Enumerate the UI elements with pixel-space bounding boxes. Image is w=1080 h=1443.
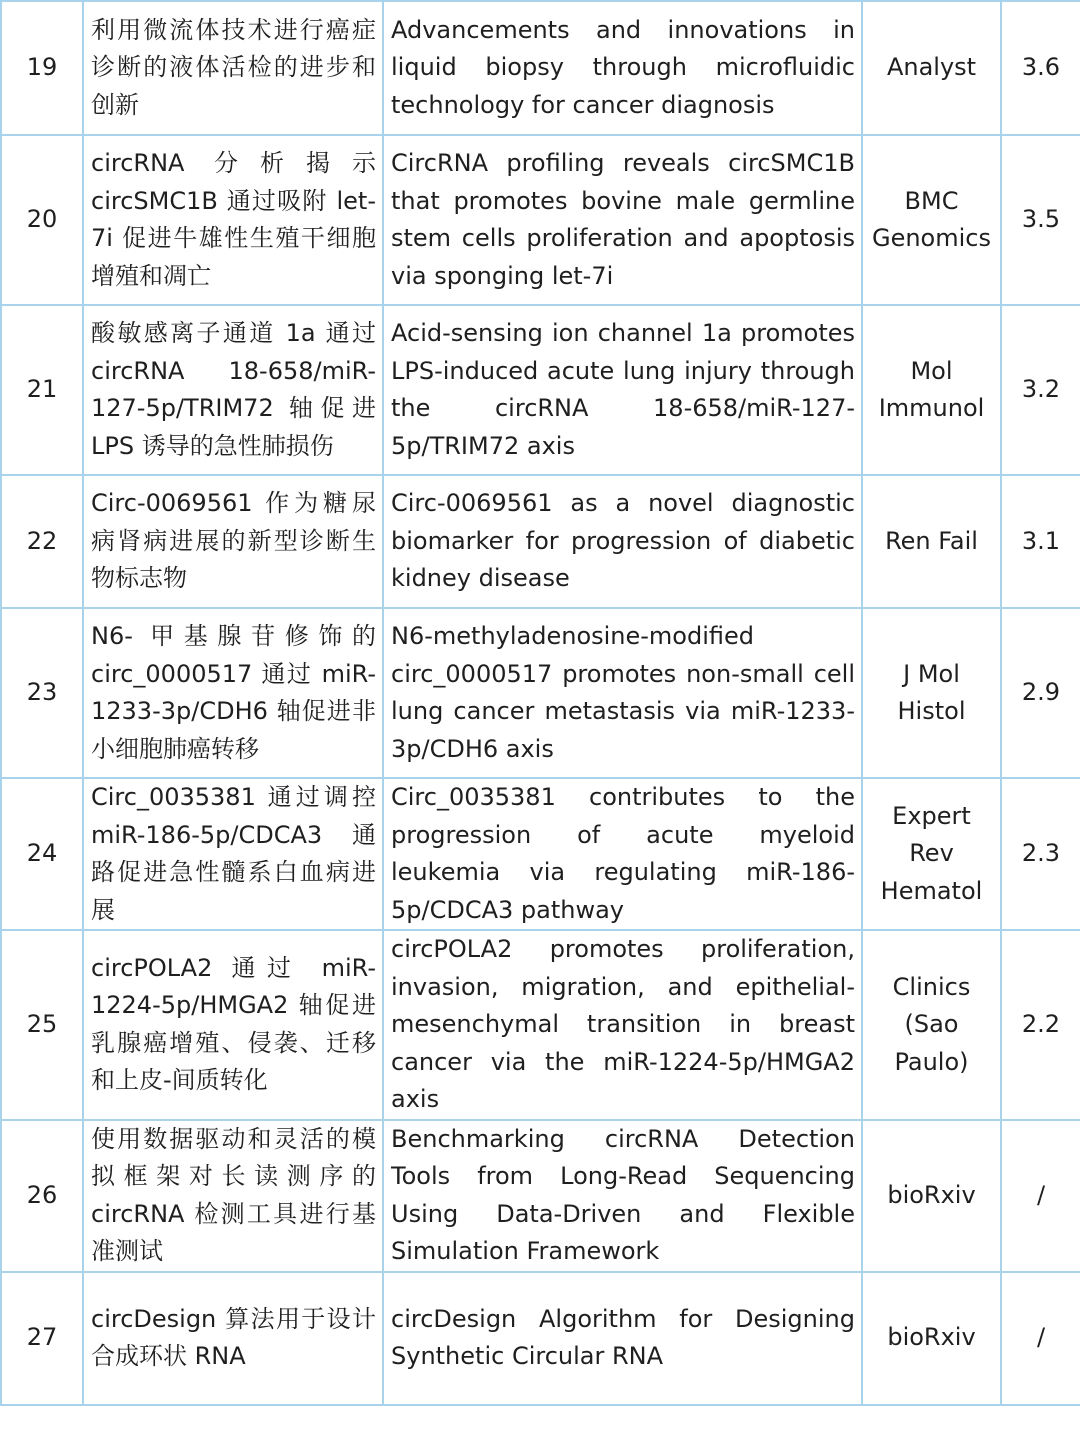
- impact-factor: 2.2: [1001, 930, 1080, 1120]
- row-number: 26: [1, 1120, 83, 1272]
- journal: Expert Rev Hematol: [862, 778, 1001, 930]
- title-zh: 利用微流体技术进行癌症诊断的液体活检的进步和创新: [83, 1, 383, 135]
- impact-factor: /: [1001, 1272, 1080, 1405]
- title-zh: circPOLA2 通过 miR-1224-5p/HMGA2 轴促进乳腺癌增殖、侵袭、迁移和上皮-间质转化: [83, 930, 383, 1120]
- table-row: [1, 1, 1080, 135]
- impact-factor: 2.9: [1001, 608, 1080, 778]
- title-zh: 使用数据驱动和灵活的模拟框架对长读测序的 circRNA 检测工具进行基准测试: [83, 1120, 383, 1272]
- impact-factor: 3.6: [1001, 1, 1080, 135]
- journal: bioRxiv: [862, 1272, 1001, 1405]
- impact-factor: /: [1001, 1120, 1080, 1272]
- title-zh: Circ-0069561 作为糖尿病肾病进展的新型诊断生物标志物: [83, 475, 383, 608]
- row-number: 23: [1, 608, 83, 778]
- title-en: N6-methyladenosine-modified circ_0000517 promotes non-small cell lung cancer metastasis via miR-1233-3p/CDH6 axis: [383, 608, 862, 778]
- title-en: Acid-sensing ion channel 1a promotes LPS-induced acute lung injury through the circRNA 18-658/miR-127-5p/TRIM72 axis: [383, 305, 862, 475]
- title-zh: Circ_0035381 通过调控 miR-186-5p/CDCA3 通路促进急性髓系白血病进展: [83, 778, 383, 930]
- impact-factor: 2.3: [1001, 778, 1080, 930]
- table-row: [1, 1272, 1080, 1405]
- title-zh: circRNA 分析揭示 circSMC1B 通过吸附 let-7i 促进牛雄性生殖干细胞增殖和凋亡: [83, 135, 383, 305]
- row-number: 22: [1, 475, 83, 608]
- journal: Analyst: [862, 1, 1001, 135]
- table-row: [1, 778, 1080, 930]
- title-zh: circDesign 算法用于设计合成环状 RNA: [83, 1272, 383, 1405]
- row-number: 27: [1, 1272, 83, 1405]
- impact-factor: 3.5: [1001, 135, 1080, 305]
- journal: BMC Genomics: [862, 135, 1001, 305]
- impact-factor: 3.2: [1001, 305, 1080, 475]
- impact-factor: 3.1: [1001, 475, 1080, 608]
- row-number: 20: [1, 135, 83, 305]
- table-row: [1, 475, 1080, 608]
- journal: Mol Immunol: [862, 305, 1001, 475]
- row-number: 25: [1, 930, 83, 1120]
- title-en: Circ_0035381 contributes to the progression of acute myeloid leukemia via regulating miR-186-5p/CDCA3 pathway: [383, 778, 862, 930]
- title-en: Circ-0069561 as a novel diagnostic biomarker for progression of diabetic kidney disease: [383, 475, 862, 608]
- row-number: 19: [1, 1, 83, 135]
- title-zh: N6- 甲基腺苷修饰的 circ_0000517 通过 miR-1233-3p/CDH6 轴促进非小细胞肺癌转移: [83, 608, 383, 778]
- table-row: [1, 305, 1080, 475]
- journal: J Mol Histol: [862, 608, 1001, 778]
- title-en: CircRNA profiling reveals circSMC1B that promotes bovine male germline stem cells proliferation and apoptosis via sponging let-7i: [383, 135, 862, 305]
- table-row: [1, 608, 1080, 778]
- journal: Clinics (Sao Paulo): [862, 930, 1001, 1120]
- journal: Ren Fail: [862, 475, 1001, 608]
- row-number: 21: [1, 305, 83, 475]
- row-number: 24: [1, 778, 83, 930]
- title-zh: 酸敏感离子通道 1a 通过 circRNA 18-658/miR-127-5p/TRIM72 轴促进 LPS 诱导的急性肺损伤: [83, 305, 383, 475]
- table-row: [1, 930, 1080, 1120]
- title-en: circDesign Algorithm for Designing Synthetic Circular RNA: [383, 1272, 862, 1405]
- title-en: Benchmarking circRNA Detection Tools from Long-Read Sequencing Using Data-Driven and Flexible Simulation Framework: [383, 1120, 862, 1272]
- table-row: [1, 135, 1080, 305]
- table-row: [1, 1120, 1080, 1272]
- title-en: circPOLA2 promotes proliferation, invasion, migration, and epithelial-mesenchymal transition in breast cancer via the miR-1224-5p/HMGA2 axis: [383, 930, 862, 1120]
- title-en: Advancements and innovations in liquid biopsy through microfluidic technology for cancer diagnosis: [383, 1, 862, 135]
- journal: bioRxiv: [862, 1120, 1001, 1272]
